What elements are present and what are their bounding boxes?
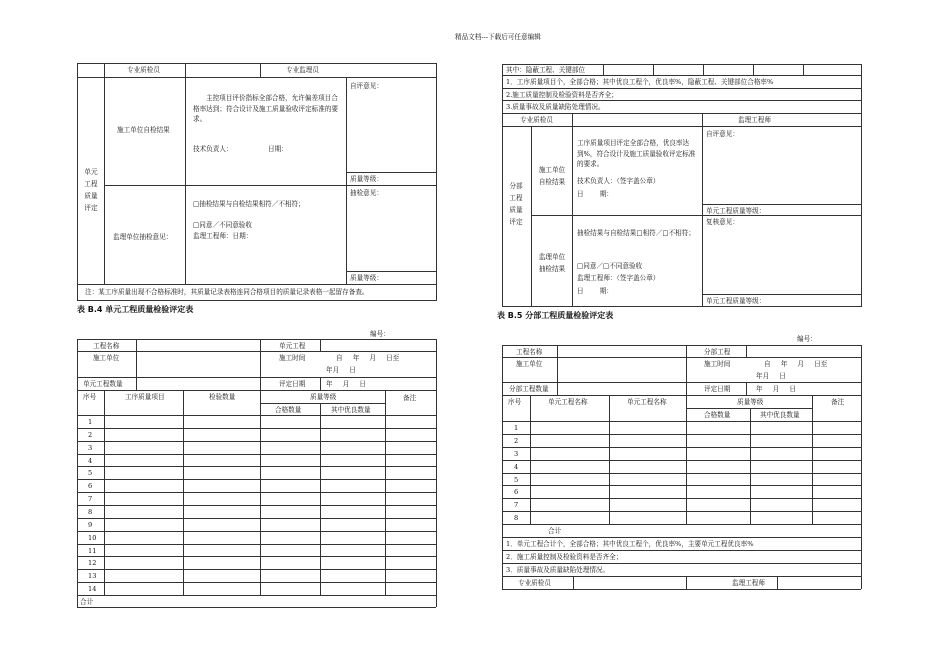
rt-sup-line1: 抽检结果与自检结果□相符／□不相符； [577,229,695,237]
row-number: 7 [88,495,93,504]
b4-time-text1: 自 年 月 日至 [336,354,400,362]
row-divider [77,466,436,467]
rt-row0: 其中：隐蔽工程、关键部位 [506,66,586,74]
rt-grade-b: 单元工程质量等级： [706,297,766,305]
b5-summary-2: 2．施工质量控制及检验资料是否齐全； [506,553,623,561]
row-divider [77,441,436,442]
b5-col-name1: 单元工程名称 [548,398,588,406]
b5-col-grade: 质量等级 [737,398,764,406]
b4-project-name-label: 工程名称 [93,342,120,350]
row-divider [502,434,861,435]
sample-opinion-label: 抽检意见： [350,189,383,197]
row-number: 14 [88,585,97,594]
b4-col-remark: 备注 [403,394,417,402]
rt-engineer: 监理工程师 [738,116,771,124]
self-check-title: 施工单位自检结果 [117,126,170,134]
rt-self-title: 施工单位 自检结果 [538,166,566,186]
rt-review-opinion: 复核意见： [706,218,739,226]
b5-summary-1: 1．单元工程合计个，全部合格；其中优良工程个，优良率%，主要单元工程优良率% [506,540,754,548]
supervisor-label: 专业监理员 [286,66,319,74]
row-number: 5 [88,469,93,478]
b5-project-name-label: 工程名称 [516,348,543,356]
tech-lead-label: 技术负责人： [193,145,233,153]
row-number: 6 [88,482,93,491]
b5-title: 表 B.5 分部工程质量检验评定表 [497,311,614,320]
row-divider [77,505,436,506]
row-divider [502,524,861,525]
b5-contractor-label: 施工单位 [516,360,543,368]
b4-unit-qty-label: 单元工程数量 [83,380,123,388]
supervisor-check-line2: □同意／不同意验收 [193,221,252,229]
row-number: 3 [514,449,519,458]
row-divider [77,569,436,570]
supervisor-check-line1: □抽检结果与自检结果相符／不相符； [193,200,305,208]
rt-self-text: 工序质量项目评定全部合格，优良率达到%，符合设计及施工质量验收评定标准的要求。 [577,139,696,168]
b4-col-no: 序号 [83,393,97,401]
self-opinion-label: 自评意见： [350,82,383,90]
b5-inspector: 专业质检员 [518,579,551,587]
row-divider [77,556,436,557]
rt-grade-a: 单元工程质量等级： [706,207,766,215]
rt-date-a: 日 期： [577,190,613,198]
row-divider [77,492,436,493]
b5-sub-qty-label: 分部工程数量 [509,385,549,393]
b5-col-excellent: 其中优良数量 [760,411,800,419]
quality-grade-label-2: 质量等级： [350,274,383,282]
date-label: 日期： [268,145,288,153]
row-divider [502,498,861,499]
supervisor-check-title: 监理单位抽检意见： [113,233,173,241]
rt-sup-line3: 监理工程师：（签字盖公章） [577,274,660,282]
b4-contractor-label: 施工单位 [93,354,120,362]
row-number: 9 [88,520,93,529]
b5-eval-date-value: 年 月 日 [756,385,796,393]
b5-col-remark: 备注 [831,398,845,406]
row-divider [77,582,436,583]
rt-row1: 1．工序质量项目个，全部合格；其中优良工程个，优良率%，隐蔽工程、关键部位合格率% [506,78,774,86]
row-divider [502,473,861,474]
row-number: 1 [514,424,519,432]
row-number: 7 [514,501,519,510]
b4-col-grade: 质量等级 [310,393,337,401]
row-divider [502,485,861,486]
b5-time-text1: 自 年 月 日至 [764,360,828,368]
b5-summary-3: 3．质量事故及质量缺陷处理情况。 [506,566,610,574]
row-number: 4 [88,456,93,465]
b4-time-text2: 年月 日 [326,366,356,374]
row-divider [77,518,436,519]
b4-col-pass: 合格数量 [275,406,302,414]
b5-col-name2: 单元工程名称 [627,398,667,406]
row-number: 10 [88,533,97,542]
rt-self-opinion: 自评意见： [706,130,739,138]
row-number: 4 [514,462,519,471]
row-number: 2 [88,430,93,439]
row-divider [77,531,436,532]
b5-engineer: 监理工程师 [732,579,765,587]
row-number: 11 [88,546,97,555]
b4-total-label: 合计 [80,598,94,606]
row-divider [77,595,436,596]
inspector-label: 专业质检员 [127,66,160,74]
row-number: 8 [514,514,519,523]
rt-tech-lead: 技术负责人：（签字盖公章） [577,177,660,185]
b4-title: 表 B.4 单元工程质量检验评定表 [77,305,194,314]
page-header: 精品文档---下载后可任意编辑 [455,33,541,41]
self-check-text: 主控项目评价指标全部合格，允许偏差项目合格率达到；符合设计及施工质量验收评定标准的要求。 [193,94,339,123]
rt-sup-title: 监理单位 抽检结果 [538,253,566,273]
row-divider [77,454,436,455]
rt-inspector: 专业质检员 [520,116,553,124]
b4-col-qty: 检验数量 [209,393,236,401]
quality-grade-label: 质量等级： [350,175,383,183]
row-divider [502,511,861,512]
rt-date-b: 日 期： [577,287,613,295]
b4-col-item: 工序质量项目 [125,393,165,401]
row-number: 12 [88,559,97,568]
b4-eval-date-value: 年 月 日 [326,380,366,388]
rt-sup-line2: □同意／□不同意验收 [577,262,643,270]
b5-col-pass: 合格数量 [704,411,731,419]
b4-col-excellent: 其中优良数量 [331,406,371,414]
row-divider [77,479,436,480]
b5-eval-date-label: 评定日期 [704,385,731,393]
b4-eval-date-label: 评定日期 [279,380,306,388]
row-divider [502,447,861,448]
row-number: 8 [88,507,93,516]
rt-row3: 3.质量事故及质量缺陷处理情况。 [506,103,605,111]
b5-number: 编号： [797,335,817,343]
b5-time-text2: 年月 日 [756,372,786,380]
row-number: 6 [514,488,519,497]
b4-construction-time-label: 施工时间 [279,354,306,362]
rt-side-label: 分部 工程 质量 评定 [509,182,523,226]
b5-construction-time-label: 施工时间 [704,360,731,368]
b5-sub-project-label: 分部工程 [704,348,731,356]
row-number: 13 [88,572,97,581]
unit-eval-side-label: 单元 工程 质量 评定 [84,168,98,212]
row-number: 2 [514,436,519,445]
row-divider [502,460,861,461]
supervisor-check-line3: 监理工程师：日期： [193,232,253,240]
row-divider [77,428,436,429]
b5-total-label: 合计 [548,527,562,535]
row-number: 3 [88,443,93,452]
b4-number: 编号： [370,330,390,338]
row-number: 1 [88,418,93,426]
row-divider [77,544,436,545]
table-note: 注：某工序质量出现不合格标准时，其质量记录表格连同合格项目的质量记录表格一起留存备查。 [85,288,369,296]
row-number: 5 [514,475,519,484]
b4-unit-project-label: 单元工程 [279,342,306,350]
rt-row2: 2.施工质量控制及检验资料是否齐全； [506,91,618,99]
b5-col-no: 序号 [508,398,522,406]
